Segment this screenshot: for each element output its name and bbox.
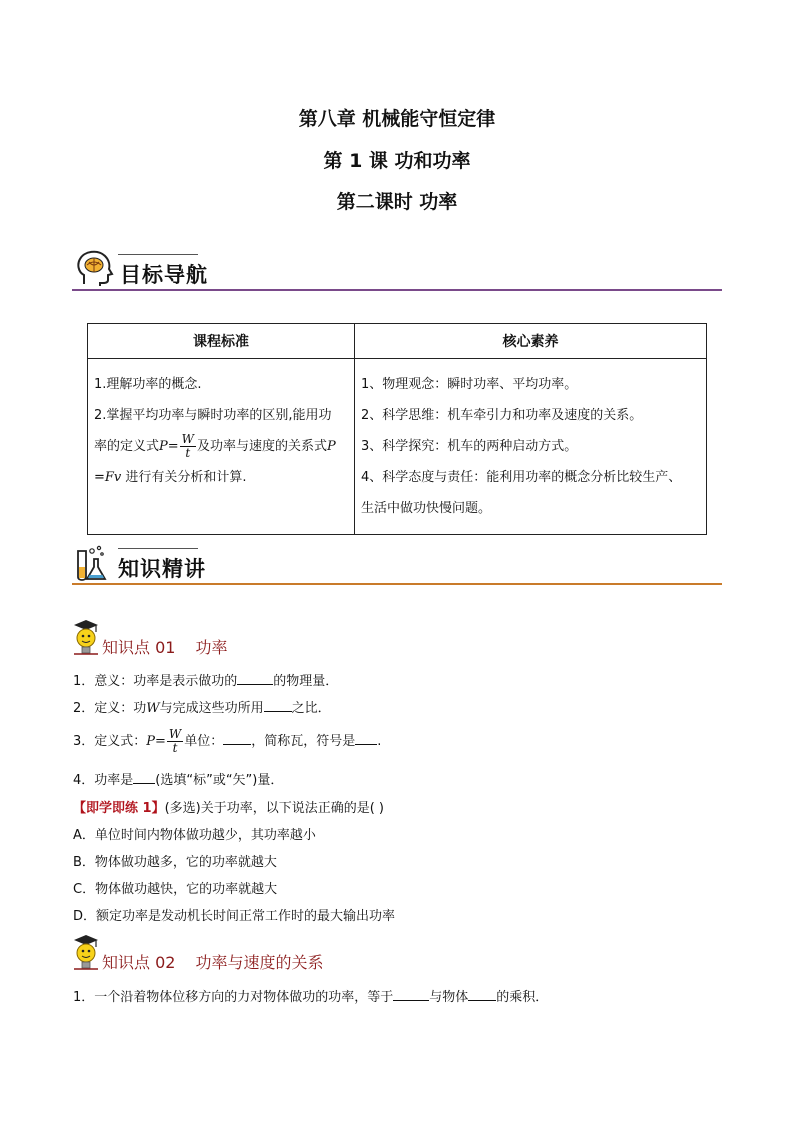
fraction-w-t: $\frac{W}{t}$ [181, 432, 194, 460]
option-b: B．物体做功越多，它的功率就越大 [73, 855, 277, 870]
kp1-line-4: 4．功率是 (选填“标”或“矢”)量． [73, 773, 284, 788]
section2-rule [72, 583, 722, 585]
table-header-literacy: 核心素养 [355, 324, 707, 359]
option-c: C．物体做功越快，它的功率就越大 [73, 882, 278, 897]
standard-item-2c: =Fv 进行有关分析和计算. [94, 470, 247, 485]
standard-item-2a: 2.掌握平均功率与瞬时功率的区别,能用功 [94, 408, 332, 423]
lightbulb-graduate-icon [71, 932, 101, 972]
section2-top-line [118, 548, 198, 549]
literacy-item: 2、科学思维：机车牵引力和功率及速度的关系。 [361, 408, 643, 423]
kp1-title: 知识点 01 功率 [102, 638, 228, 657]
standard-item-1: 1.理解功率的概念. [94, 377, 202, 392]
section1-rule [72, 289, 722, 291]
section2-title: 知识精讲 [118, 557, 206, 581]
practice-tag: 【即学即练 1】 [73, 801, 165, 816]
literacy-item: 1、物理观念：瞬时功率、平均功率。 [361, 377, 578, 392]
standard-cell [88, 359, 355, 535]
lightbulb-graduate-icon [71, 617, 101, 657]
head-brain-icon [74, 248, 114, 288]
lesson-title: 第 1 课 功和功率 [323, 150, 471, 172]
literacy-cell [355, 359, 707, 535]
literacy-item: 4、科学态度与责任：能利用功率的概念分析比较生产、 [361, 470, 682, 485]
standard-item-2b: 率的定义式P= $\frac{W}{t}$ 及功率与速度的关系式P [94, 432, 336, 460]
kp2-title: 知识点 02 功率与速度的关系 [102, 953, 324, 972]
table-header-standard: 课程标准 [88, 324, 355, 359]
kp1-line-3: 3．定义式：P= $\frac{W}{t}$ 单位： ，简称瓦，符号是 . [73, 727, 382, 755]
chapter-title: 第八章 机械能守恒定律 [298, 108, 496, 130]
section1-top-line [118, 254, 198, 255]
practice-question: 【即学即练 1】(多选)关于功率，以下说法正确的是( ) [73, 801, 384, 816]
option-a: A．单位时间内物体做功越少，其功率越小 [73, 828, 316, 843]
lab-flask-icon [72, 543, 114, 583]
section1-title: 目标导航 [120, 263, 208, 287]
period-title: 第二课时 功率 [336, 191, 458, 213]
kp2-line-1: 1．一个沿着物体位移方向的力对物体做功的功率，等于 与物体 的乘积． [73, 990, 549, 1005]
kp1-line-1: 1．意义：功率是表示做功的 的物理量． [73, 674, 339, 689]
literacy-item: 生活中做功快慢问题。 [361, 501, 492, 516]
fraction-w-t: $\frac{W}{t}$ [168, 727, 182, 755]
objectives-table [87, 323, 707, 535]
literacy-item: 3、科学探究：机车的两种启动方式。 [361, 439, 578, 454]
kp1-line-2: 2．定义：功W与完成这些功所用 之比． [73, 701, 331, 716]
option-d: D．额定功率是发动机长时间正常工作时的最大输出功率 [73, 909, 396, 924]
